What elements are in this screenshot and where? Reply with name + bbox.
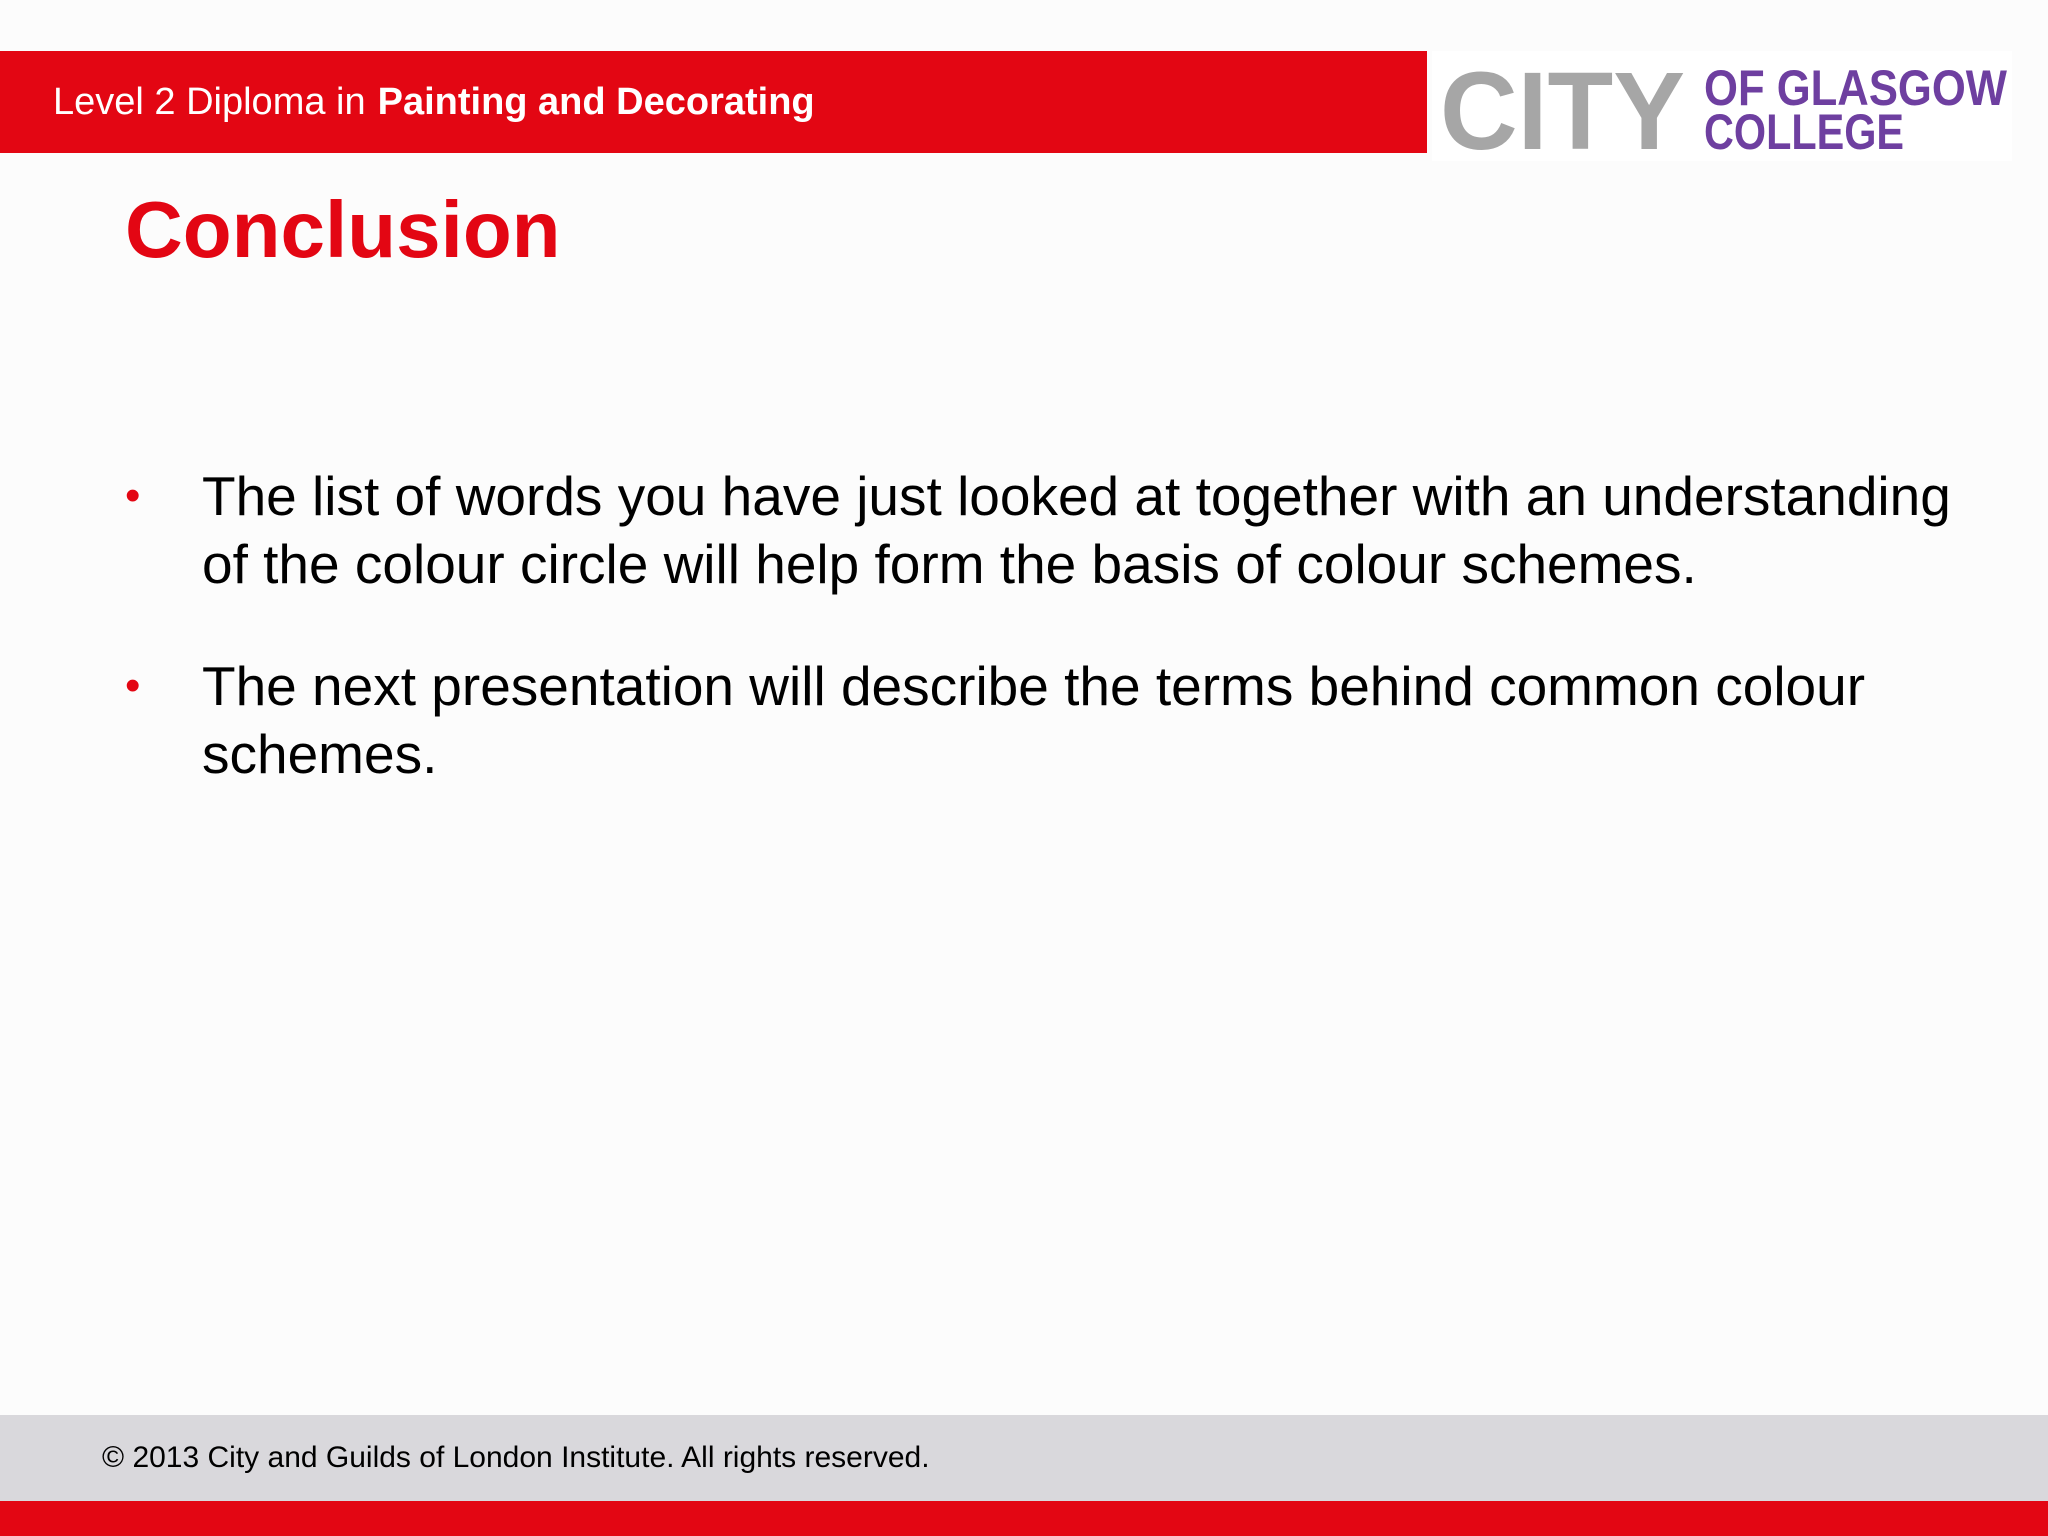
bullet-list bbox=[125, 462, 1965, 788]
course-title bbox=[53, 51, 815, 153]
logo-city-text: CITY bbox=[1440, 50, 1685, 173]
slide-title: Conclusion bbox=[125, 185, 561, 274]
copyright-notice: © 2013 City and Guilds of London Institute. All rights reserved. bbox=[102, 1441, 930, 1474]
bullet-icon: • bbox=[125, 471, 141, 520]
bullet-text: The list of words you have just looked at together with an understanding of the colour circle will help form the basis of colour schemes. bbox=[202, 465, 1951, 595]
college-logo bbox=[1432, 50, 2012, 173]
bullet-item bbox=[125, 652, 1965, 788]
logo-of-glasgow-text: OF GLASGOW bbox=[1704, 60, 2008, 116]
bullet-item bbox=[125, 462, 1965, 598]
bottom-accent-band bbox=[0, 1501, 2048, 1536]
course-prefix: Level 2 Diploma in bbox=[53, 80, 366, 123]
bullet-text: The next presentation will describe the terms behind common colour schemes. bbox=[202, 655, 1866, 785]
course-name: Painting and Decorating bbox=[377, 80, 815, 123]
logo-college-text: COLLEGE bbox=[1704, 104, 1904, 160]
bullet-icon: • bbox=[125, 661, 141, 710]
